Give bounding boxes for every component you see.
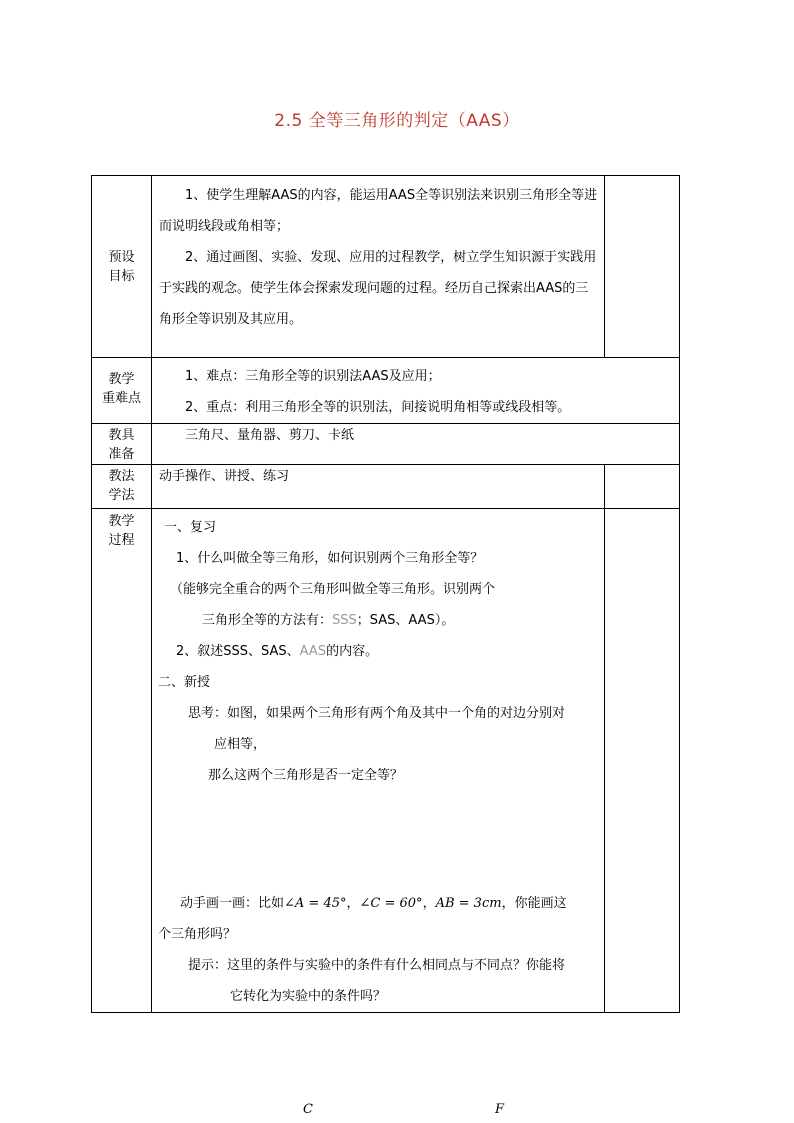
process-label-line-1: 教学 xyxy=(108,514,135,529)
goals-label-line-1: 预设 xyxy=(108,249,135,265)
tools-row xyxy=(92,424,680,465)
tools-label-line-1: 教具 xyxy=(108,428,135,443)
goal-paragraph-1: 1、使学生理解AAS的内容，能运用AAS全等识别法来识别三角形全等进而说明线段或角相等； xyxy=(159,188,598,234)
process-label-line-2: 过程 xyxy=(108,533,135,548)
difficulty-item-2: 2、重点：利用三角形全等的识别法，间接说明角相等或线段相等。 xyxy=(185,400,571,415)
figure-label-c: C xyxy=(303,1102,313,1117)
process-row xyxy=(92,509,680,1013)
methods-label xyxy=(92,465,152,509)
draw-line-2: 个三角形吗？ xyxy=(158,927,237,942)
process-notes xyxy=(605,509,680,1013)
lesson-plan-table xyxy=(91,175,680,1013)
q2-text-aas: AAS xyxy=(299,644,327,659)
draw-sep-1: ， xyxy=(346,896,360,911)
review-answer-1-line-2 xyxy=(164,605,598,636)
answer-text-sss: SSS xyxy=(332,613,357,628)
process-content xyxy=(152,509,605,1013)
methods-text: 动手操作、讲授、练习 xyxy=(159,469,290,484)
goal-paragraph-2: 2、通过画图、实验、发现、应用的过程教学，树立学生知识源于实践用于实践的观念。使学生体会探索发现问题的过程。经历自己探索出AAS的三角形全等识别及其应用。 xyxy=(159,250,597,327)
answer-text-pre: 三角形全等的方法有： xyxy=(202,613,333,628)
goals-content xyxy=(152,176,605,358)
think-line-2: 应相等， xyxy=(214,737,267,752)
draw-text-pre: 动手画一画：比如 xyxy=(180,896,285,911)
goals-notes xyxy=(605,176,680,358)
tools-content xyxy=(152,424,680,465)
difficulty-label-line-2: 重难点 xyxy=(101,391,141,406)
review-question-1: 1、什么叫做全等三角形，如何识别两个三角形全等？ xyxy=(176,551,484,566)
angle-a-expression: ∠A = 45° xyxy=(284,896,347,911)
goals-label xyxy=(92,176,152,358)
answer-text-post: ；SAS、AAS）。 xyxy=(356,613,455,628)
tools-label xyxy=(92,424,152,465)
q2-text-post: 的内容。 xyxy=(326,644,379,659)
review-answer-1-line-1: （能够完全重合的两个三角形叫做全等三角形。识别两个 xyxy=(170,582,496,597)
q2-text-pre: 2、叙述SSS、SAS、 xyxy=(176,644,300,659)
page-title: 2.5 全等三角形的判定（AAS） xyxy=(274,111,520,131)
goals-label-line-2: 目标 xyxy=(108,268,135,284)
difficulty-label-line-1: 教学 xyxy=(108,372,135,387)
review-heading: 一、复习 xyxy=(164,520,217,535)
difficulty-content xyxy=(152,358,680,424)
methods-notes xyxy=(605,465,680,509)
draw-line-1 xyxy=(158,888,598,919)
methods-label-line-2: 学法 xyxy=(108,488,135,503)
side-ab-expression: AB = 3cm xyxy=(435,896,502,911)
process-label xyxy=(92,509,152,1013)
think-line-1: 思考：如图，如果两个三角形有两个角及其中一个角的对边分别对 xyxy=(188,706,566,721)
tools-text: 三角尺、量角器、剪刀、卡纸 xyxy=(185,428,355,443)
figure-space xyxy=(164,791,598,888)
figure-label-f: F xyxy=(495,1102,505,1117)
angle-c-expression: ∠C = 60° xyxy=(359,896,423,911)
hint-line-1: 提示：这里的条件与实验中的条件有什么相同点与不同点？你能将 xyxy=(188,958,566,973)
draw-sep-2: ， xyxy=(422,896,436,911)
goals-row xyxy=(92,176,680,358)
difficulty-item-1: 1、难点：三角形全等的识别法AAS及应用； xyxy=(185,369,441,384)
methods-row xyxy=(92,465,680,509)
difficulty-row xyxy=(92,358,680,424)
hint-line-2: 它转化为实验中的条件吗？ xyxy=(230,989,387,1004)
difficulty-label xyxy=(92,358,152,424)
methods-content xyxy=(152,465,605,509)
review-question-2 xyxy=(164,636,598,667)
think-line-3: 那么这两个三角形是否一定全等？ xyxy=(208,768,404,783)
new-heading: 二、新授 xyxy=(158,675,211,690)
methods-label-line-1: 教法 xyxy=(108,469,135,484)
tools-label-line-2: 准备 xyxy=(108,447,135,462)
draw-text-post: ，你能画这 xyxy=(501,896,567,911)
